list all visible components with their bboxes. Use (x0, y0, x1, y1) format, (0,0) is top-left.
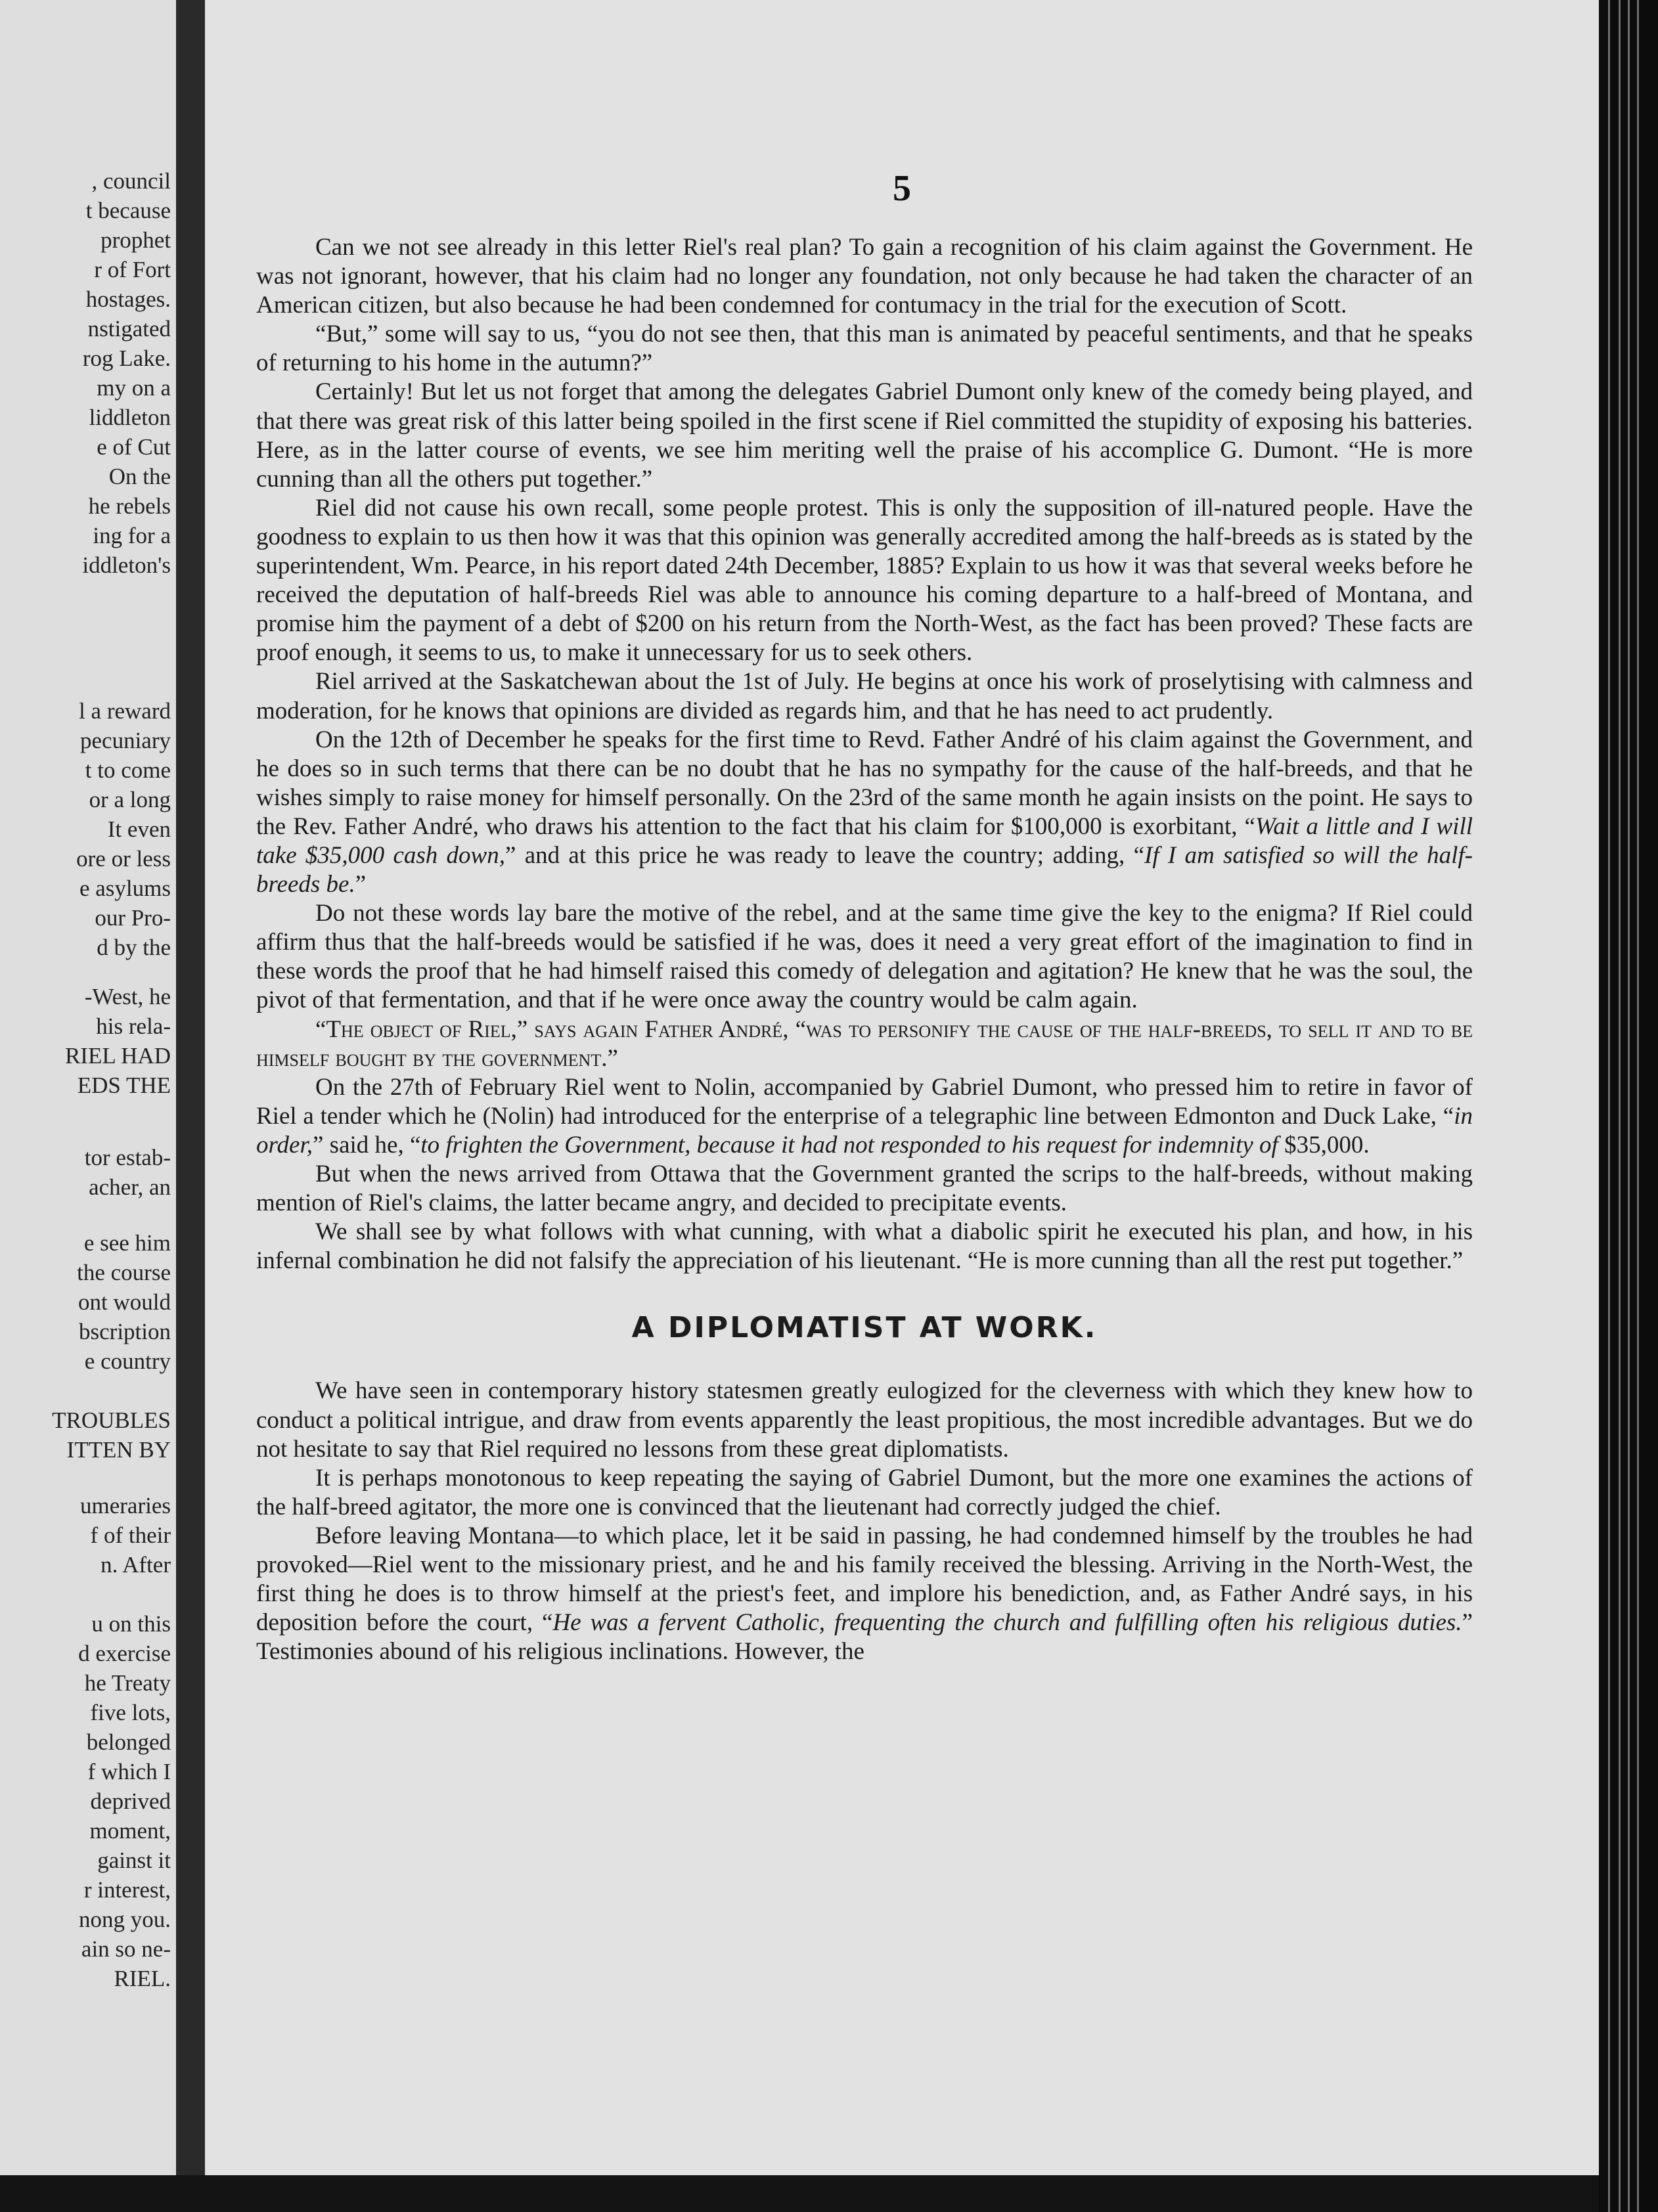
left-page-text-fragment: ing for a (93, 523, 171, 548)
left-page-text-fragment: r interest, (83, 1877, 171, 1903)
left-page-text-fragment: acher, an (89, 1174, 171, 1200)
left-page-text-fragment: my on a (97, 375, 171, 401)
italic-quote: to frighten the Government, because it had not responded to his request for indemnity of (420, 1131, 1278, 1159)
document-page (205, 0, 1599, 2175)
text-run: ” (355, 871, 367, 898)
left-page-text-fragment: t to come (85, 757, 171, 783)
section-body-2 (256, 1377, 1473, 1666)
left-page-text-fragment: TROUBLES (52, 1407, 171, 1433)
left-page-text-fragment: his rela- (96, 1013, 171, 1039)
page-number: 5 (893, 168, 911, 209)
text-run: ” Testimonies abound of his religious inclinations. However, the (256, 1609, 1473, 1666)
left-page-text-fragment: n. After (101, 1552, 171, 1578)
left-page-text-fragment: r of Fort (94, 257, 171, 282)
left-page-text-fragment: deprived (90, 1788, 171, 1814)
left-page-text-fragment: nong you. (79, 1907, 171, 1932)
left-page-text-fragment: ore or less (76, 846, 171, 872)
left-page-text-fragment: or a long (89, 787, 171, 812)
left-page-text-fragment: d by the (97, 935, 171, 960)
left-page-text-fragment: EDS THE (77, 1073, 171, 1098)
left-page-fragment (0, 0, 176, 2187)
italic-quote: If I am satisfied so will the half-breeds be. (256, 841, 1473, 898)
paragraph: It is perhaps monotonous to keep repeating the saying of Gabriel Dumont, but the more one examines the actions of the half-breed agitator, the more one is convinced that the lieutenant had correctly judged the chief. (256, 1464, 1473, 1520)
paragraph (256, 1522, 1473, 1666)
paragraph: Certainly! But let us not forget that among the delegates Gabriel Dumont only knew of the comedy being played, and that there was great risk of this latter being spoiled in the first scene if Riel committed the stupidity of exposing his batteries. Here, as in the latter course of events, we see him meriting well the praise of his accomplice G. Dumont. “He is more cunning than all the others put together.” (256, 378, 1473, 493)
left-page-text-fragment: On the (108, 464, 171, 489)
left-page-text-fragment: belonged (86, 1729, 171, 1755)
left-page-text-fragment: ain so ne- (81, 1936, 171, 1962)
left-page-text-fragment: -West, he (84, 984, 171, 1009)
text-run: On the 27th of February Riel went to Nolin, accompanied by Gabriel Dumont, who pressed him to retire in favor of Riel a tender which he (Nolin) had introduced for the enterprise of a telegraphic line between Edmonton and Duck Lake, “ (256, 1073, 1473, 1130)
left-page-text-fragment: f of their (90, 1522, 171, 1548)
left-page-text-fragment: moment, (89, 1818, 171, 1844)
text-run: Before leaving Montana—to which place, let it be said in passing, he had condemned himself by the troubles he had provoked—Riel went to the missionary priest, and he and his family received the blessing. Arriving in the North-West, the first thing he does is to throw himself at the priest's feet, and implore his benediction, and, as Father André says, in his deposition before the court, “ (256, 1522, 1473, 1637)
left-page-text-fragment: ITTEN BY (66, 1437, 171, 1463)
left-page-text-fragment: RIEL. (114, 1966, 171, 1991)
text-run: $35,000. (1278, 1131, 1370, 1159)
paragraph: But when the news arrived from Ottawa that the Government granted the scrips to the half-breeds, without making mention of Riel's claims, the latter became angry, and decided to precipitate events. (256, 1161, 1473, 1217)
left-page-text-fragment: e country (84, 1348, 171, 1374)
left-page-text-fragment: five lots, (90, 1700, 171, 1725)
left-page-text-fragment: gainst it (97, 1847, 171, 1873)
italic-quote: Wait a little and I will take $35,000 cash down, (256, 812, 1473, 869)
paragraph: Can we not see already in this letter Riel's real plan? To gain a recognition of his claim against the Government. He was not ignorant, however, that his claim had no longer any foundation, not only because he had taken the character of an American citizen, but also because he had been condemned for contumacy in the trial for the execution of Scott. (256, 234, 1473, 319)
left-page-text-fragment: liddleton (89, 405, 171, 430)
page-content (256, 233, 1473, 1666)
left-page-text-fragment: e of Cut (97, 434, 171, 460)
left-page-text-fragment: , council (91, 168, 171, 194)
section-body (256, 233, 1473, 1275)
text-run: ” said he, “ (313, 1131, 421, 1159)
left-page-text-fragment: It even (107, 816, 171, 842)
paragraph: Riel arrived at the Saskatchewan about the 1st of July. He begins at once his work of proselytising with calmness and moderation, for he knows that opinions are divided as regards him, and that he has need to act prudently. (256, 668, 1473, 724)
left-page-text-fragment: hostages. (85, 286, 171, 312)
text-run: ” and at this price he was ready to leave the country; adding, “ (505, 841, 1145, 869)
left-page-text-fragment: f which I (87, 1759, 171, 1784)
left-page-text-fragment: tor estab- (84, 1145, 171, 1170)
left-page-text-fragment: d exercise (78, 1641, 171, 1666)
paragraph: “But,” some will say to us, “you do not see then, that this man is animated by peaceful sentiments, and that he speaks of returning to his home in the autumn?” (256, 321, 1473, 377)
left-page-text-fragment: bscription (79, 1319, 171, 1344)
left-page-text-fragment: our Pro- (95, 905, 171, 931)
paragraph: We shall see by what follows with what cunning, with what a diabolic spirit he executed his plan, and how, in his infernal combination he did not falsify the appreciation of his lieutenant. “He is more cunning than all the rest put together.” (256, 1218, 1473, 1275)
left-page-text-fragment: RIEL HAD (64, 1043, 171, 1069)
paragraph: Do not these words lay bare the motive of the rebel, and at the same time give the key to the enigma? If Riel could affirm thus that the half-breeds would be satisfied if he was, does it need a very great effort of the imagination to find in these words the proof that he had himself raised this comedy of delegation and agitation? He knew that he was the soul, the pivot of that fermentation, and that if he were once away the country would be calm again. (256, 900, 1473, 1014)
paragraph: “The object of Riel,” says again Father André, “was to personify the cause of the half-breeds, to sell it and to be himself bought by the government.” (256, 1015, 1473, 1072)
left-page-text-fragment: l a reward (79, 698, 171, 724)
left-page-text-fragment: pecuniary (80, 728, 171, 753)
left-page-text-fragment: he rebels (88, 493, 171, 519)
italic-quote: He was a fervent Catholic, frequenting the church and fulfilling often his religious duties. (552, 1609, 1462, 1637)
left-page-text-fragment: he Treaty (84, 1670, 171, 1696)
italic-quote: in order, (256, 1102, 1473, 1159)
left-page-text-fragment: e see him (83, 1230, 171, 1256)
paragraph (256, 726, 1473, 900)
paragraph: Riel did not cause his own recall, some people protest. This is only the supposition of ill-natured people. Have the goodness to explain to us then how it was that this opinion was generally accredited among the half-breeds as is stated by the superintendent, Wm. Pearce, in his report dated 24th December, 1885? Explain to us how it was that several weeks before he received the deputation of half-breeds Riel was able to announce his coming departure to a half-breed of Montana, and promise him the payment of a debt of $200 on his return from the North-West, as the fact has been proved? These facts are proof enough, it seems to us, to make it unnecessary for us to seek others. (256, 494, 1473, 667)
left-page-text-fragment: t because (85, 198, 171, 223)
bottom-edge (0, 2175, 1599, 2212)
page-edge-stack (1599, 0, 1658, 2212)
left-page-text-fragment: e asylums (79, 875, 171, 901)
book-gutter (176, 0, 205, 2212)
left-page-text-fragment: iddleton's (82, 552, 171, 578)
left-page-text-fragment: u on this (91, 1611, 171, 1637)
left-page-text-fragment: prophet (101, 227, 171, 253)
paragraph: We have seen in contemporary history statesmen greatly eulogized for the cleverness with which they knew how to conduct a political intrigue, and draw from events apparently the least propitious, the most incredible advantages. But we do not hesitate to say that Riel required no lessons from these great diplomatists. (256, 1377, 1473, 1463)
left-page-text-fragment: umeraries (80, 1493, 171, 1518)
left-page-text-fragment: the course (77, 1260, 171, 1285)
left-page-text-fragment: nstigated (87, 316, 171, 342)
left-page-text-fragment: rog Lake. (82, 345, 171, 371)
paragraph (256, 1073, 1473, 1160)
left-page-text-fragment: ont would (78, 1289, 171, 1315)
text-run: On the 12th of December he speaks for the first time to Revd. Father André of his claim against the Government, and he does so in such terms that there can be no doubt that he has no sympathy for the cause of the half-breeds, and that he wishes simply to raise money for himself personally. On the 23rd of the same month he again insists on the point. He says to the Rev. Father André, who draws his attention to the fact that his claim for $100,000 is exorbitant, “ (256, 726, 1473, 840)
section-heading: A DIPLOMATIST AT WORK. (631, 1311, 1098, 1345)
